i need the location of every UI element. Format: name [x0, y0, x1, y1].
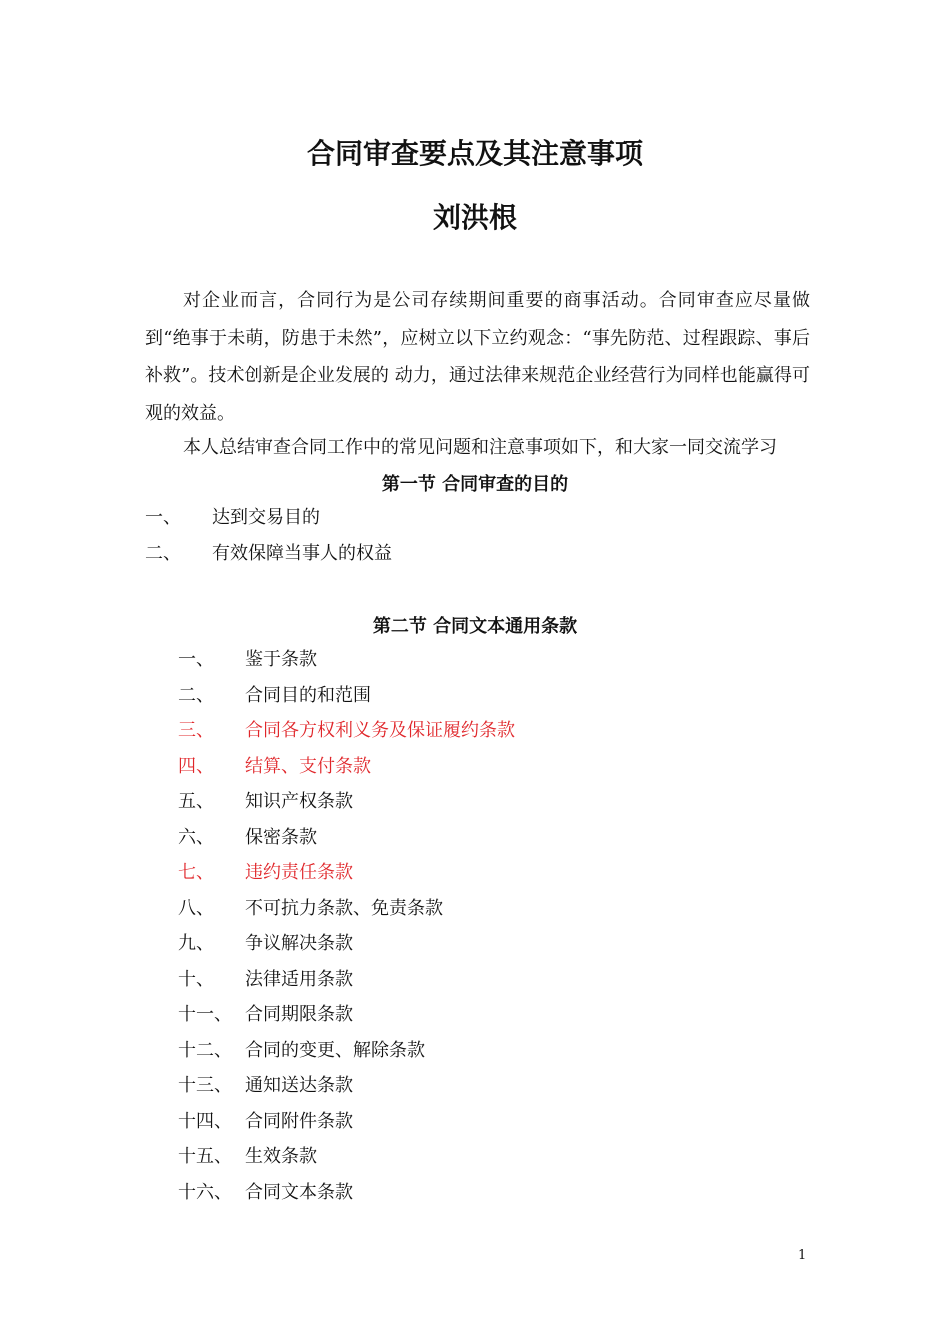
clause-item-number: 十五、: [178, 1146, 232, 1167]
clause-item-text: 法律适用条款: [245, 968, 353, 990]
purpose-item-text: 有效保障当事人的权益: [212, 543, 392, 564]
section-1-heading: 第一节 合同审查的目的: [381, 474, 569, 495]
intro-paragraph-1: 对企业而言，合同行为是公司存续期间重要的商事活动。合同审查应尽量做到“绝事于未萌，防患于未然”，应树立以下立约观念：“事先防范、过程跟踪、事后补救”。技术创新是企业发展的 动力，通过法律来规范企业经营行为同样也能赢得可观的效益。: [145, 290, 810, 424]
clause-item-number: 七、: [178, 862, 214, 883]
clause-item-text: 合同期限条款: [245, 1004, 353, 1025]
clause-item-number: 三、: [178, 720, 214, 741]
clause-item-number: 四、: [178, 755, 214, 777]
clause-item: [178, 861, 678, 885]
clause-item-number: 十六、: [178, 1181, 232, 1203]
author-name: 刘洪根: [432, 201, 517, 234]
clause-item-text: 知识产权条款: [245, 791, 353, 812]
clause-item-text: 合同目的和范围: [245, 684, 371, 706]
clause-item-text: 合同的变更、解除条款: [245, 1039, 425, 1061]
clause-item-text: 合同附件条款: [245, 1110, 353, 1132]
purpose-item: [145, 506, 545, 530]
clause-item-number: 二、: [178, 684, 214, 706]
clause-item: [178, 755, 678, 779]
clause-item-text: 争议解决条款: [245, 933, 353, 954]
clause-item-number: 八、: [178, 897, 214, 919]
clause-item-number: 九、: [178, 933, 214, 954]
clause-item-text: 生效条款: [245, 1146, 317, 1167]
clause-item: [178, 790, 678, 814]
clause-item-number: 十、: [178, 968, 214, 990]
purpose-item: [145, 542, 545, 566]
clause-item: [178, 932, 678, 956]
clause-item-text: 通知送达条款: [245, 1075, 353, 1096]
clause-item: [178, 1039, 678, 1063]
clause-item: [178, 1145, 678, 1169]
clause-item: [178, 897, 678, 921]
page-number: 1: [798, 1248, 807, 1263]
clause-item-number: 一、: [178, 649, 214, 670]
clause-item-text: 不可抗力条款、免责条款: [245, 897, 443, 919]
clause-item-text: 合同各方权利义务及保证履约条款: [245, 720, 515, 741]
clause-item-number: 六、: [178, 826, 214, 848]
clause-item: [178, 1003, 678, 1027]
clause-item: [178, 684, 678, 708]
clause-item-text: 合同文本条款: [245, 1181, 353, 1203]
clause-item-text: 结算、支付条款: [245, 755, 371, 777]
clause-item-number: 十一、: [178, 1004, 232, 1025]
intro-paragraph-2: 本人总结审查合同工作中的常见问题和注意事项如下，和大家一同交流学习: [183, 437, 777, 458]
clause-item-text: 违约责任条款: [245, 862, 353, 883]
clause-item: [178, 719, 678, 743]
purpose-item-text: 达到交易目的: [212, 507, 320, 528]
clause-item: [178, 1181, 678, 1205]
clause-item: [178, 826, 678, 850]
clause-item: [178, 1110, 678, 1134]
clause-item-number: 十二、: [178, 1039, 232, 1061]
purpose-item-number: 二、: [145, 543, 181, 564]
clause-item-number: 十四、: [178, 1110, 232, 1132]
clause-item-number: 五、: [178, 791, 214, 812]
clause-item-text: 保密条款: [245, 826, 317, 848]
document-title: 合同审查要点及其注意事项: [306, 137, 643, 170]
purpose-item-number: 一、: [145, 507, 181, 528]
clause-item-text: 鉴于条款: [245, 649, 317, 670]
clause-item: [178, 1074, 678, 1098]
clause-item: [178, 968, 678, 992]
clause-item-number: 十三、: [178, 1075, 232, 1096]
section-2-heading: 第二节 合同文本通用条款: [372, 616, 578, 637]
clause-item: [178, 648, 678, 672]
